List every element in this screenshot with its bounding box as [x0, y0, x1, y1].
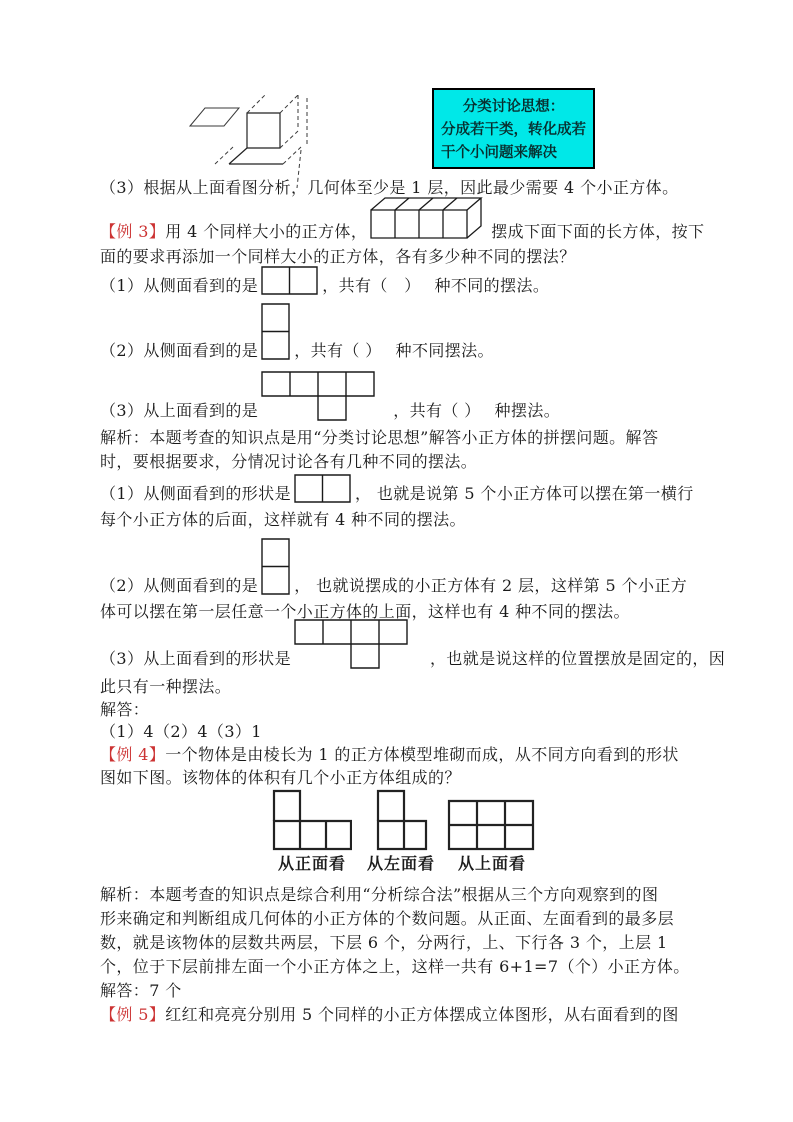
example3-label: 【例 3】	[100, 222, 166, 241]
example3-analysis-line2: 时，要根据要求，分情况讨论各有几种不同的摆法。	[100, 452, 478, 471]
example3-intro-row	[100, 197, 704, 242]
example3-answer-values: （1）4（2）4（3）1	[100, 722, 262, 741]
example5-label: 【例 5】	[100, 1005, 166, 1024]
two-squares-horizontal-figure	[294, 474, 352, 504]
front-view-figure	[272, 789, 352, 851]
example5-text1: 红红和亮亮分别用 5 个同样的小正方体摆成立体图形，从右面看到的图	[165, 1005, 679, 1024]
example3-solution2-line2: 体可以摆在第一层任意一个小正方体的上面，这样也有 4 种不同的摆法。	[100, 602, 630, 621]
question3-post: ，共有（ ） 种摆法。	[393, 401, 561, 420]
example4-answer: 解答：7 个	[100, 981, 182, 1000]
dashed-3d-solid-figure	[185, 86, 335, 191]
two-squares-vertical-figure	[261, 538, 291, 596]
row4-plus1-figure	[294, 619, 408, 669]
example4-analysis-line2: 形来确定和判断组成几何体的小正方体的个数问题。从正面、左面看到的最多层	[100, 909, 675, 928]
solution2-post: ， 也就说摆成的小正方体有 2 层，这样第 5 个小正方	[294, 576, 688, 595]
solution1-pre: （1）从侧面看到的形状是	[100, 484, 291, 503]
example3-solution2-row	[100, 538, 687, 596]
example4-analysis-line1: 解析：本题考查的知识点是综合利用“分析综合法”根据从三个方向观察到的图	[100, 885, 659, 904]
idea-box	[432, 88, 595, 169]
idea-box-line: 分成若干类，转化成若	[441, 121, 586, 138]
idea-box-line: 分类讨论思想：	[462, 98, 565, 115]
cuboid-row4-figure	[370, 197, 488, 242]
front-view-caption: 从正面看	[277, 854, 346, 873]
question2-post: ，共有（ ） 种不同摆法。	[294, 341, 494, 360]
example3-question1-row	[100, 266, 549, 296]
example3-answer-label: 解答：	[100, 700, 150, 719]
example3-solution1-row	[100, 474, 694, 504]
solution1-post: ， 也就是说第 5 个小正方体可以摆在第一横行	[354, 484, 694, 503]
question1-post: ，共有（ ） 种不同的摆法。	[322, 276, 550, 295]
example5-line1	[100, 1004, 740, 1025]
example3-intro-pre: 用 4 个同样大小的正方体，	[165, 222, 368, 241]
example3-intro-post: 摆成下面下面的长方体，按下	[491, 222, 705, 241]
question3-pre: （3）从上面看到的是	[100, 401, 259, 420]
solution3-post: ，也就是说这样的位置摆放是固定的，因	[429, 649, 726, 668]
two-squares-vertical-figure	[261, 303, 291, 361]
left-view-figure	[376, 789, 428, 851]
two-squares-horizontal-figure	[261, 266, 319, 296]
row4-plus1-figure	[261, 371, 375, 421]
example3-analysis-line1: 解析：本题考查的知识点是用“分类讨论思想”解答小正方体的拼摆问题。解答	[100, 428, 659, 447]
top-view-figure	[447, 799, 535, 851]
example3-intro-line2: 面的要求再添加一个同样大小的正方体，各有多少种不同的摆法？	[100, 247, 576, 266]
left-view-caption: 从左面看	[366, 854, 435, 873]
solution3-pre: （3）从上面看到的形状是	[100, 649, 291, 668]
question2-pre: （2）从侧面看到的是	[100, 341, 259, 360]
example3-solution3-line2: 此只有一种摆法。	[100, 677, 232, 696]
example3-solution3-row	[100, 619, 725, 669]
example4-line1	[100, 744, 740, 765]
solution2-pre: （2）从侧面看到的是	[100, 576, 259, 595]
question1-pre: （1）从侧面看到的是	[100, 276, 259, 295]
example4-analysis-line3: 数，就是该物体的层数共两层，下层 6 个，分两行，上、下行各 3 个，上层 1	[100, 933, 668, 952]
intro-point3-text: （3）根据从上面看图分析，几何体至少是 1 层，因此最少需要 4 个小正方体。	[100, 178, 679, 197]
example4-analysis-line4: 个，位于下层前排左面一个小正方体之上，这样一共有 6+1=7（个）小正方体。	[100, 957, 690, 976]
top-view-caption: 从上面看	[457, 854, 526, 873]
example4-text1: 一个物体是由棱长为 1 的正方体模型堆砌而成，从不同方向看到的形状	[165, 745, 679, 764]
example3-question3-row	[100, 371, 560, 421]
example3-question2-row	[100, 303, 494, 361]
example4-line2: 图如下图。该物体的体积有几个小正方体组成的？	[100, 768, 461, 787]
example3-solution1-line2: 每个小正方体的后面，这样就有 4 种不同的摆法。	[100, 510, 466, 529]
idea-box-line: 干个小问题来解决	[441, 144, 557, 161]
example4-label: 【例 4】	[100, 745, 166, 764]
